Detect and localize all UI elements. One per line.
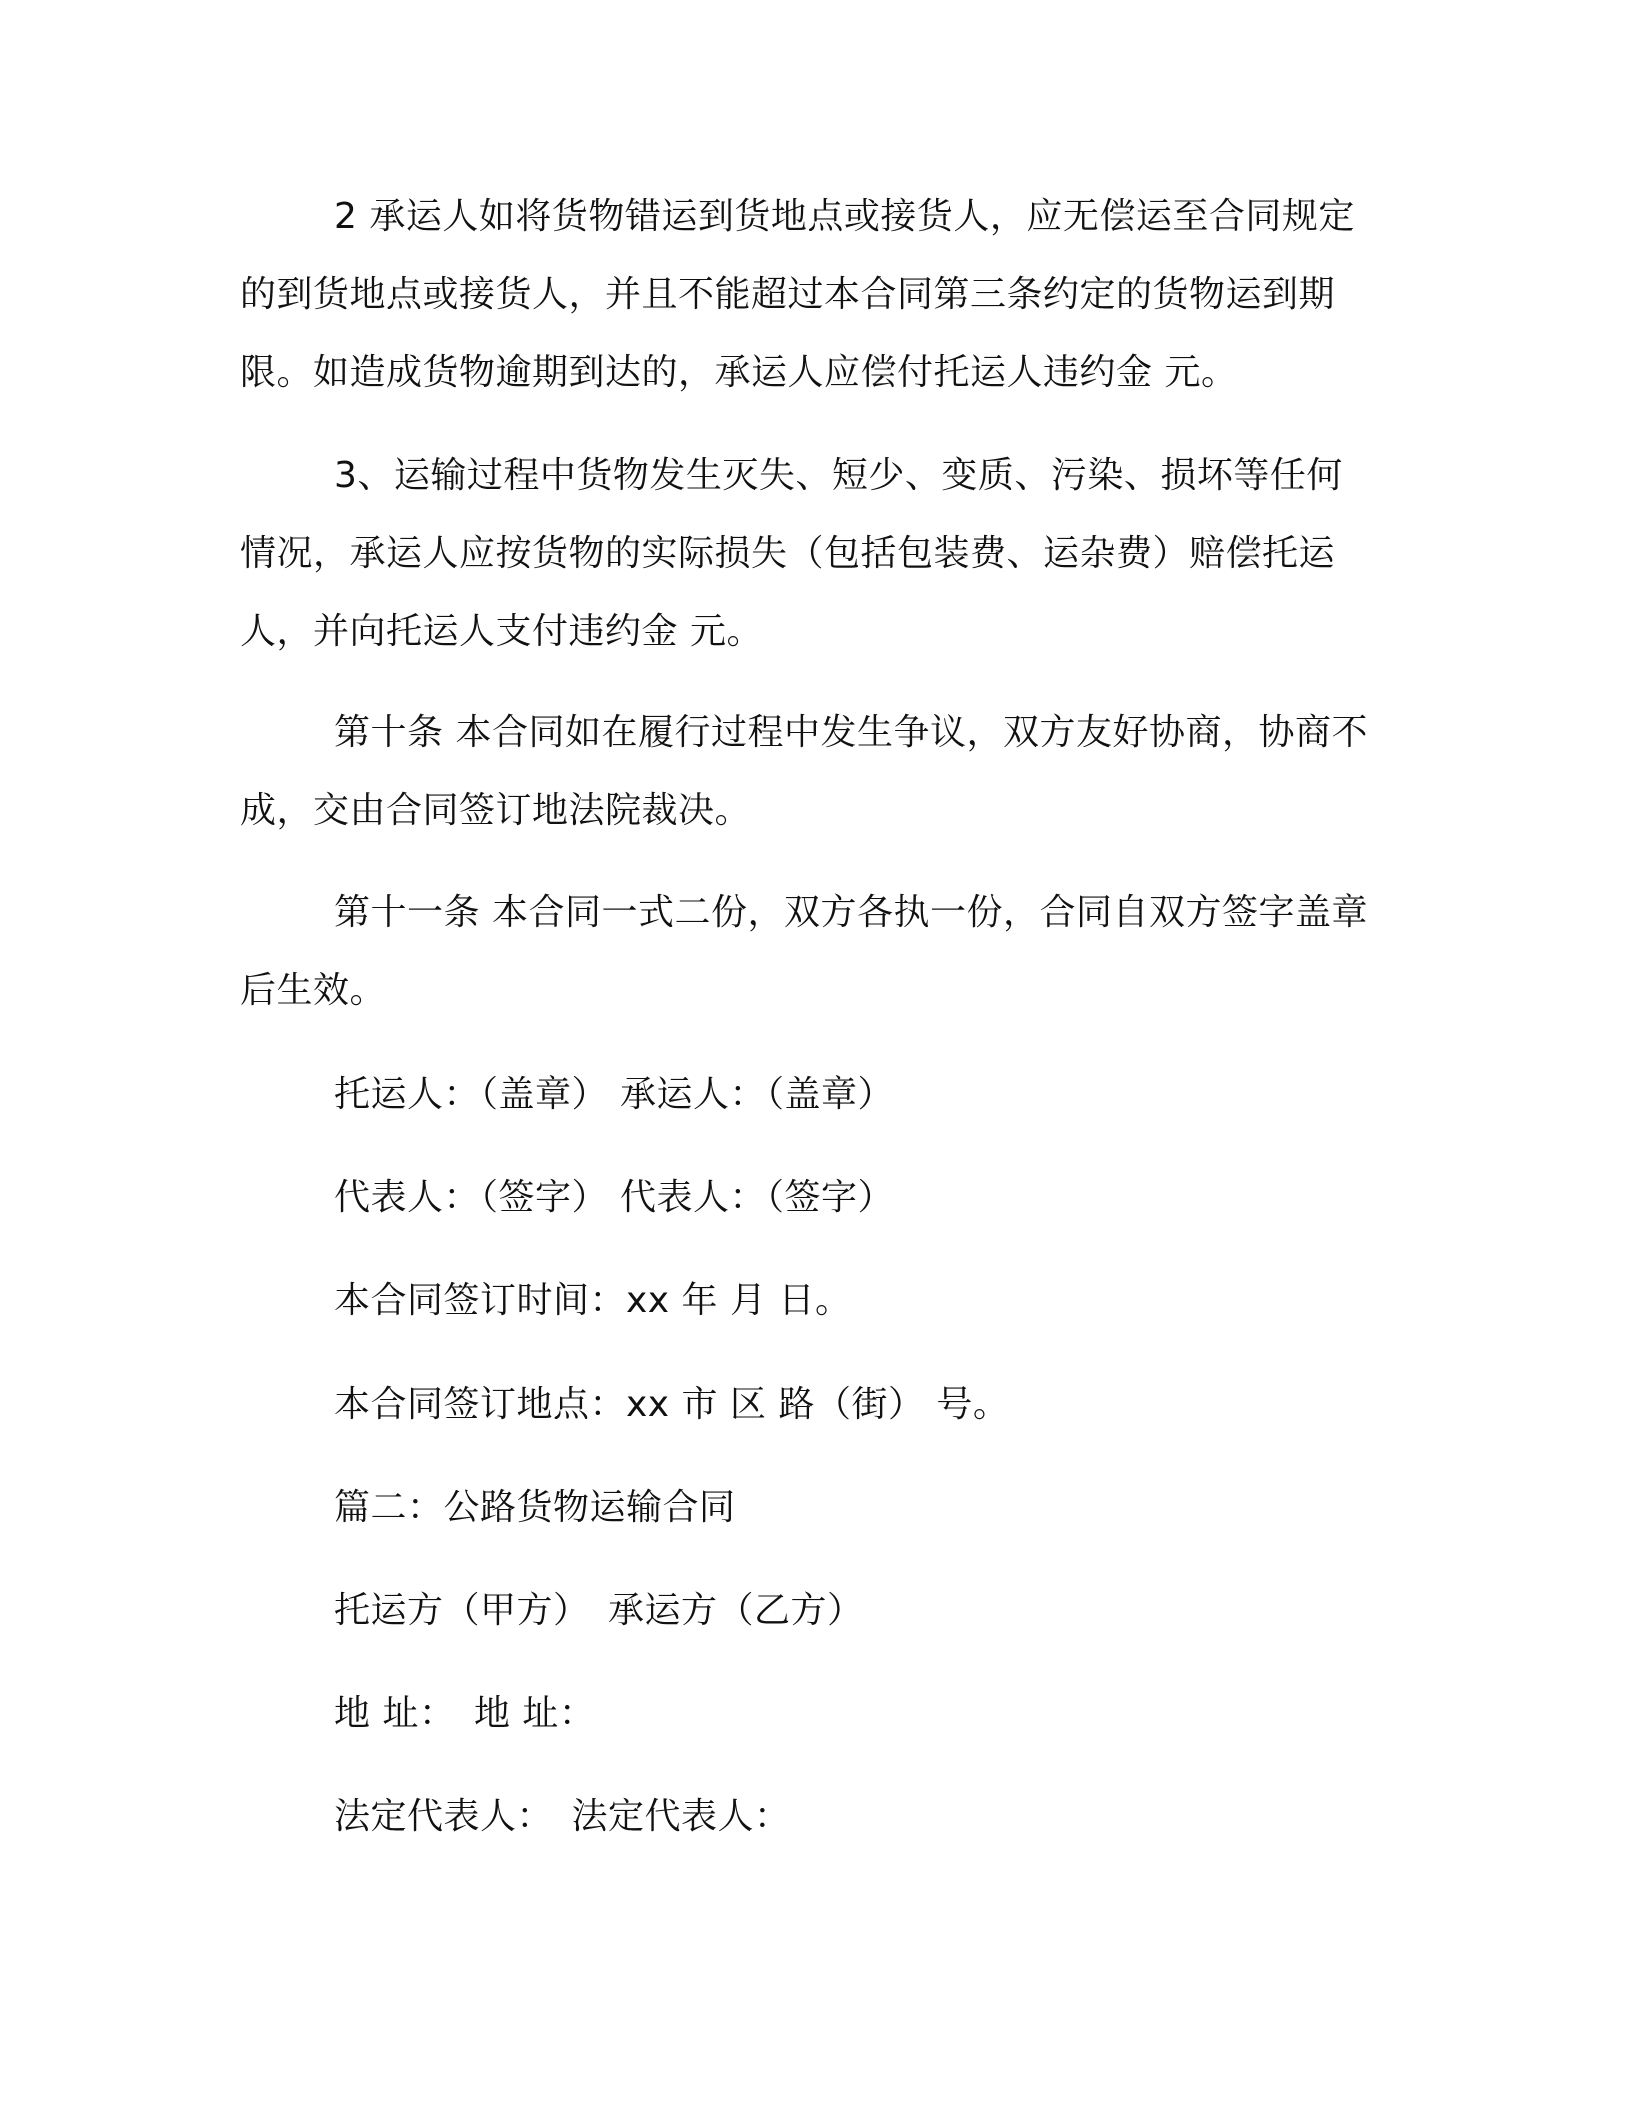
paragraph-line: 情况，承运人应按货物的实际损失（包括包装费、运杂费）赔偿托运 — [240, 533, 1336, 574]
paragraph-article-eleven — [240, 874, 1392, 1030]
paragraph-loss-clause — [240, 437, 1392, 671]
address-line: 地 址： 地 址： — [334, 1693, 596, 1734]
paragraph-article-ten — [240, 694, 1392, 850]
paragraph-line: 后生效。 — [240, 970, 387, 1011]
signing-date-line: 本合同签订时间：xx 年 月 日。 — [334, 1280, 852, 1321]
paragraph-misdelivery-clause — [240, 178, 1392, 412]
paragraph-line: 限。如造成货物逾期到达的，承运人应偿付托运人违约金 元。 — [240, 352, 1238, 393]
paragraph-line: 第十条 本合同如在履行过程中发生争议，双方友好协商，协商不 — [334, 712, 1368, 753]
paragraph-line: 人，并向托运人支付违约金 元。 — [240, 611, 763, 652]
section-heading: 篇二：公路货物运输合同 — [334, 1487, 736, 1528]
legal-representative-line: 法定代表人： 法定代表人： — [334, 1796, 791, 1837]
paragraph-line: 3、运输过程中货物发生灭失、短少、变质、污染、损坏等任何 — [334, 455, 1343, 496]
paragraph-line: 成，交由合同签订地法院裁决。 — [240, 790, 752, 831]
signing-place-line: 本合同签订地点：xx 市 区 路（街） 号。 — [334, 1384, 1010, 1425]
paragraph-line: 的到货地点或接货人，并且不能超过本合同第三条约定的货物运到期 — [240, 274, 1336, 315]
paragraph-line: 2 承运人如将货物错运到货地点或接货人，应无偿运至合同规定 — [334, 196, 1355, 237]
paragraph-line: 第十一条 本合同一式二份，双方各执一份，合同自双方签字盖章 — [334, 892, 1368, 933]
signature-line: 代表人：（签字） 代表人：（签字） — [334, 1177, 894, 1218]
parties-line: 托运方（甲方） 承运方（乙方） — [334, 1590, 864, 1631]
seal-line: 托运人：（盖章） 承运人：（盖章） — [334, 1074, 894, 1115]
